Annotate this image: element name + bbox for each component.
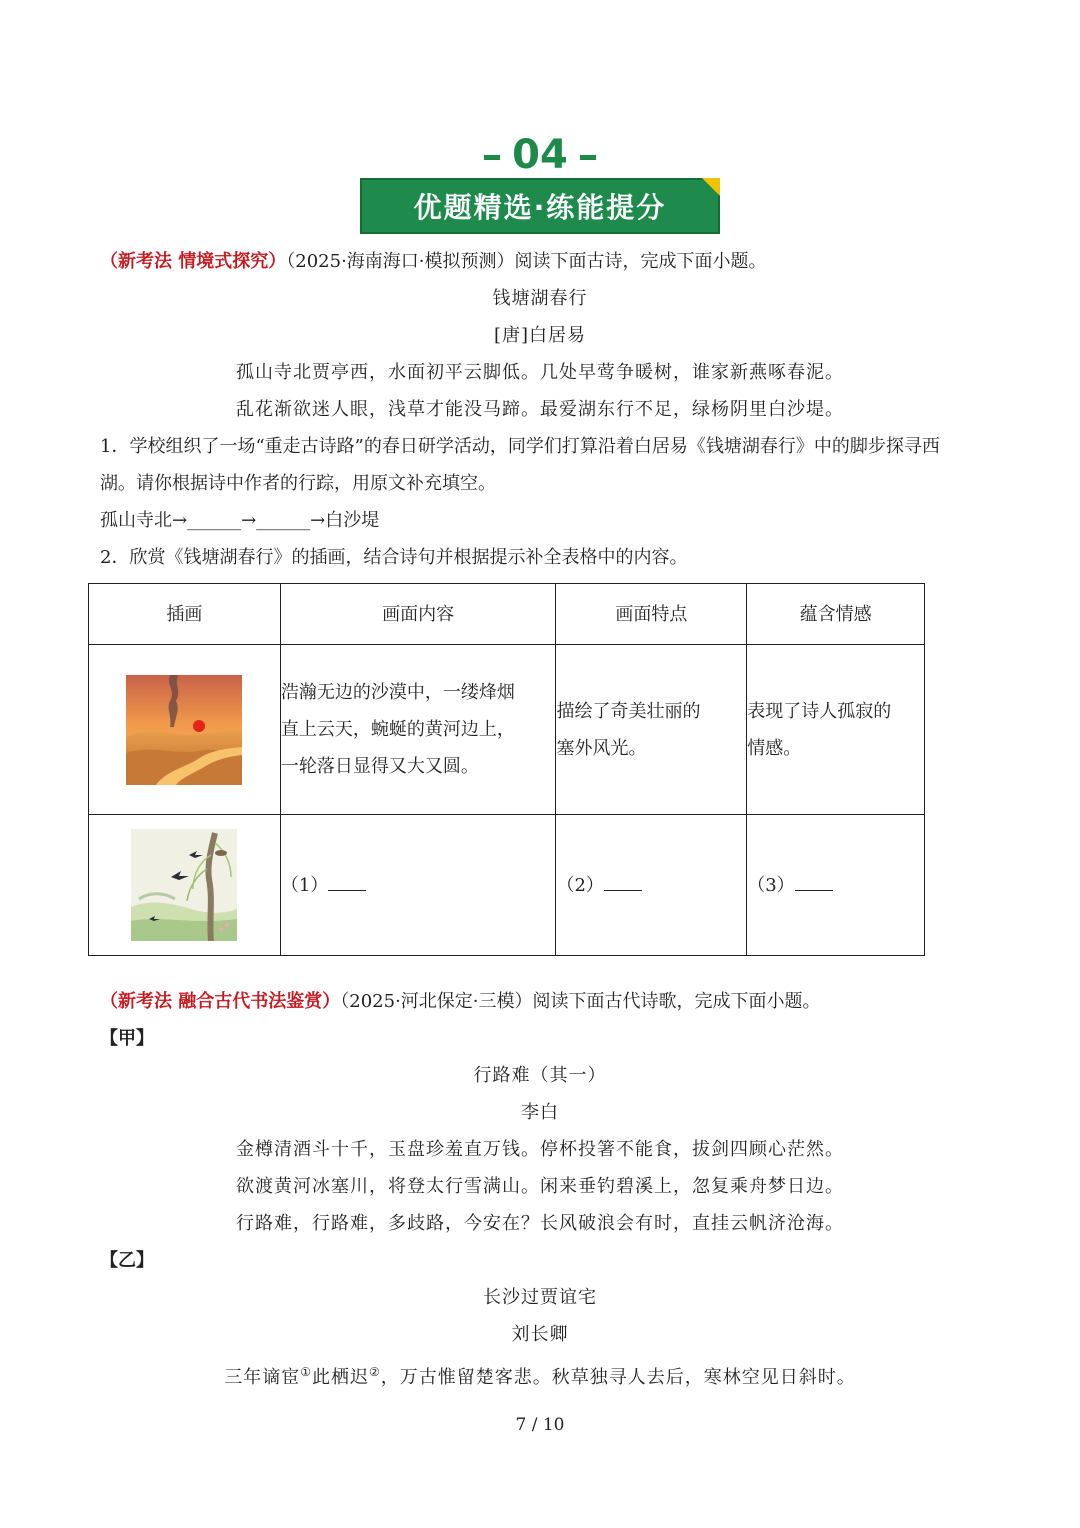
- header-content: 画面内容: [280, 584, 556, 645]
- blank-1-line[interactable]: [328, 872, 366, 891]
- blank-1-label: （1）: [280, 874, 329, 896]
- section-number-text: 04: [512, 132, 568, 178]
- row1-feature-line-1: 描绘了奇美壮丽的: [556, 700, 701, 722]
- q1-poem-title: 钱塘湖春行: [492, 288, 588, 309]
- header-emotion: 蕴含情感: [747, 584, 925, 645]
- dash-left: [484, 155, 500, 160]
- poem-a-line-2: 欲渡黄河冰塞川，将登太行雪满山。闲来垂钓碧溪上，忽复乘舟梦日边。: [236, 1176, 844, 1197]
- row1-feature-cell: [556, 645, 747, 815]
- section-number: [0, 132, 1080, 178]
- spring-swallow-illustration: [131, 829, 237, 941]
- poem-a-title: 行路难（其一）: [473, 1065, 607, 1086]
- q1-intro: [100, 250, 767, 274]
- section-banner: [360, 178, 720, 234]
- poem-b-line-pre: 三年谪宦: [224, 1367, 301, 1388]
- spring-illustration-cell: [89, 815, 281, 956]
- dash-right: [580, 155, 596, 160]
- footnote-1-marker[interactable]: ①: [300, 1365, 312, 1379]
- poem-a-line-3: 行路难，行路难，多歧路，今安在？长风破浪会有时，直挂云帆济沧海。: [236, 1213, 844, 1234]
- poem-b-title: 长沙过贾谊宅: [483, 1287, 597, 1308]
- header-illustration: 插画: [89, 584, 281, 645]
- row1-content-line-3: 一轮落日显得又大又圆。: [280, 756, 479, 777]
- row1-emotion-line-1: 表现了诗人孤寂的: [747, 700, 892, 722]
- row2-emotion-cell[interactable]: [747, 815, 925, 956]
- row2-content-cell[interactable]: [280, 815, 556, 956]
- poem-b-line-mid: 此栖迟: [312, 1367, 369, 1388]
- page-number: 7 / 10: [515, 1415, 565, 1435]
- row2-feature-cell[interactable]: [556, 815, 747, 956]
- poem-a-line-1: 金樽清酒斗十千，玉盘珍羞直万钱。停杯投箸不能食，拔剑四顾心茫然。: [236, 1139, 844, 1160]
- row1-feature-line-2: 塞外风光。: [556, 737, 647, 759]
- q1-tag: （新考法 情境式探究）: [100, 251, 287, 272]
- poem-a-author: 李白: [521, 1102, 559, 1123]
- q1-sub1-fill: 孤山寺北→______→______→白沙堤: [100, 510, 380, 531]
- header-feature: 画面特点: [556, 584, 747, 645]
- poem-b-author: 刘长卿: [511, 1324, 569, 1345]
- table-row: [89, 815, 925, 956]
- illustration-table: [88, 583, 925, 956]
- blank-2-label: （2）: [556, 874, 604, 896]
- section-banner-text: 优题精选·练能提分: [413, 191, 667, 224]
- row1-content-line-2: 直上云天，蜿蜒的黄河边上，: [280, 719, 515, 740]
- blank-3-label: （3）: [747, 874, 795, 896]
- q1-poem-author: [唐]白居易: [493, 325, 587, 346]
- q2-intro: [100, 990, 821, 1014]
- blank-2-line[interactable]: [604, 872, 642, 891]
- part-a-label: 【甲】: [100, 1028, 154, 1049]
- q1-poem-line-2: 乱花渐欲迷人眼，浅草才能没马蹄。最爱湖东行不足，绿杨阴里白沙堤。: [236, 399, 844, 420]
- row1-emotion-cell: [747, 645, 925, 815]
- poem-b-line-post: ，万古惟留楚客悲。秋草独寻人去后，寒林空见日斜时。: [380, 1367, 856, 1388]
- poem-b-line-1: [0, 1360, 1080, 1390]
- blank-3-line[interactable]: [795, 872, 833, 891]
- table-header-row: [89, 584, 925, 645]
- q1-sub1-line-1: 1．学校组织了一场“重走古诗路”的春日研学活动，同学们打算沿着白居易《钱塘湖春行》中的脚步探寻西: [100, 436, 940, 457]
- q2-source: （2025·河北保定·三模）阅读下面古代诗歌，完成下面小题。: [340, 991, 821, 1012]
- footnote-2-marker[interactable]: ②: [369, 1365, 381, 1379]
- row1-content-cell: [280, 645, 556, 815]
- banner-corner-decoration: [702, 178, 720, 196]
- q1-sub1-line-2: 湖。请你根据诗中作者的行踪，用原文补充填空。: [100, 473, 496, 494]
- q2-tag: （新考法 融合古代书法鉴赏）: [100, 991, 341, 1012]
- q1-poem-line-1: 孤山寺北贾亭西，水面初平云脚低。几处早莺争暖树，谁家新燕啄春泥。: [236, 362, 844, 383]
- desert-illustration-cell: [89, 645, 281, 815]
- row1-emotion-line-2: 情感。: [747, 737, 802, 759]
- desert-sunset-illustration: [126, 675, 242, 785]
- q1-source: （2025·海南海口·模拟预测）阅读下面古诗，完成下面小题。: [286, 251, 767, 272]
- part-b-label: 【乙】: [100, 1250, 154, 1271]
- row1-content-line-1: 浩瀚无边的沙漠中，一缕烽烟: [280, 682, 515, 703]
- table-row: [89, 645, 925, 815]
- q1-sub2: 2．欣赏《钱塘湖春行》的插画，结合诗句并根据提示补全表格中的内容。: [100, 547, 688, 568]
